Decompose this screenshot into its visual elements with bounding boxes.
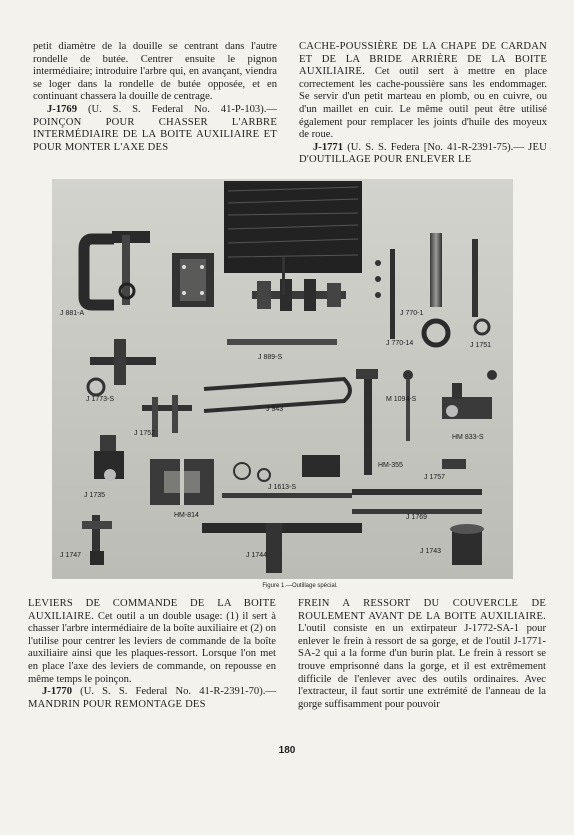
figure-label-8: J 1613-S <box>268 484 297 491</box>
figure-label-7: HM-814 <box>174 512 199 519</box>
item-entry <box>299 142 547 167</box>
figure-label-9: J 1744 <box>246 552 268 559</box>
figure-label-10: J 770-1 <box>400 310 424 317</box>
figure-label-18: J 1743 <box>420 548 442 555</box>
paragraph: Cet outil a un double usage: (1) il sert à chasser l'arbre intermédiaire de la boîte auxiliaire et (2) on l'utilise pour centrer les leviers de commande de la boîte auxiliaire ainsi que les plaques-ressort. Lorsque l'on met en place l'axe des leviers de commande, on repousse en même temps le poinçon. <box>28 610 276 685</box>
item-entry <box>28 598 276 686</box>
item-entry <box>33 104 277 154</box>
item-code: J-1769 <box>47 103 78 115</box>
item-code: J-1771 <box>313 141 344 153</box>
top-left-column <box>33 41 277 154</box>
item-title: MANDRIN POUR REMONTAGE DES <box>28 698 206 710</box>
figure-label-15: HM-355 <box>378 462 403 469</box>
item-title-continued: LEVIERS DE COMMANDE DE LA BOITE AUXILIAIRE. <box>28 598 276 622</box>
item-entry <box>298 598 546 711</box>
item-reference: (U. S. S. Federal No. 41-R-2391-70).— <box>80 686 276 698</box>
figure-label-11: J 770-14 <box>386 340 414 347</box>
figure-label-5: J 889-S <box>258 354 283 361</box>
item-reference: (U. S. S. Federa [No. 41-R-2391-75).— <box>347 141 524 153</box>
item-entry <box>299 41 547 142</box>
figure-label-3: J 1735 <box>84 492 106 499</box>
figure-caption: Figure 1.—Outillage spécial. <box>262 583 338 589</box>
cup-driver <box>450 524 484 565</box>
figure-label-14: HM 833-S <box>452 434 484 441</box>
item-code: J-1770 <box>42 686 73 698</box>
bottom-right-column <box>298 598 546 711</box>
bottom-left-column <box>28 598 276 711</box>
tools-illustration <box>52 179 513 579</box>
item-title: POINÇON POUR CHASSER L'ARBRE INTERMÉDIAIRE DE LA BOITE AUXILIAIRE ET POUR MONTER L'AXE DES <box>33 116 277 153</box>
figure-label-4: J 1747 <box>60 552 82 559</box>
figure-label-16: J 1757 <box>424 474 446 481</box>
paragraph: petit diamètre de la douille se centrant dans l'autre rondelle de butée. Centrer ensuite le pignon intermédiaire; introduire l'arbre qui, en avançant, viendra se loger dans la rondelle de butée opposée, et en continuant chassera la douille de centrage. <box>33 41 277 103</box>
figure-label-17: J 1769 <box>406 514 428 521</box>
item-title-continued: FREIN A RESSORT DU COUVERCLE DE ROULEMENT AVANT DE LA BOITE AUXILIAIRE. <box>298 598 546 622</box>
figure-label-13: M 1094-S <box>386 396 417 403</box>
split-block <box>150 459 214 505</box>
figure-label-2: J 1752 <box>134 430 156 437</box>
figure-label-0: J 881-A <box>60 310 85 317</box>
wooden-block <box>224 181 362 273</box>
paragraph: Cet outil sert à mettre en place correctement les cache-poussière sans les endommager. Se servir d'un petit marteau en plomb, ou en cuivre, ou d'un maillet en cuir. Le même outil peut être utilisé également pour remplacer les joints d'huile des moyeux de roue. <box>299 66 547 141</box>
tools-photograph <box>52 179 513 579</box>
figure-label-12: J 1751 <box>470 342 492 349</box>
page-number: 180 <box>278 745 296 756</box>
figure-label-6: J 943 <box>266 406 284 413</box>
item-entry <box>28 686 276 711</box>
top-right-column <box>299 41 547 167</box>
item-title-continued: CACHE-POUSSIÈRE DE LA CHAPE DE CARDAN ET DE LA BRIDE ARRIÈRE DE LA BOITE AUXILIAIRE. <box>299 41 547 78</box>
figure-label-1: J 1773-S <box>86 396 115 403</box>
item-reference: (U. S. S. Federal No. 41-P-103).— <box>87 103 277 115</box>
square-fixture <box>172 253 214 307</box>
paragraph: L'outil consiste en un extirpateur J-1772-SA-1 pour enlever le frein à ressort de sa gorge, et de l'outil J-1771-SA-2 qui a la forme d'un burin plat. Le frein à ressort se trouve emprisonné dans la gorge, et il est extrêmement difficile de l'enlever avec des outils ordinaires. Avec l'extracteur, il faut sortir une extrémité de l'anneau de la gorge suffisamment pour pouvoir <box>298 623 546 710</box>
item-title: JEU D'OUTILLAGE POUR ENLEVER LE <box>299 141 548 166</box>
